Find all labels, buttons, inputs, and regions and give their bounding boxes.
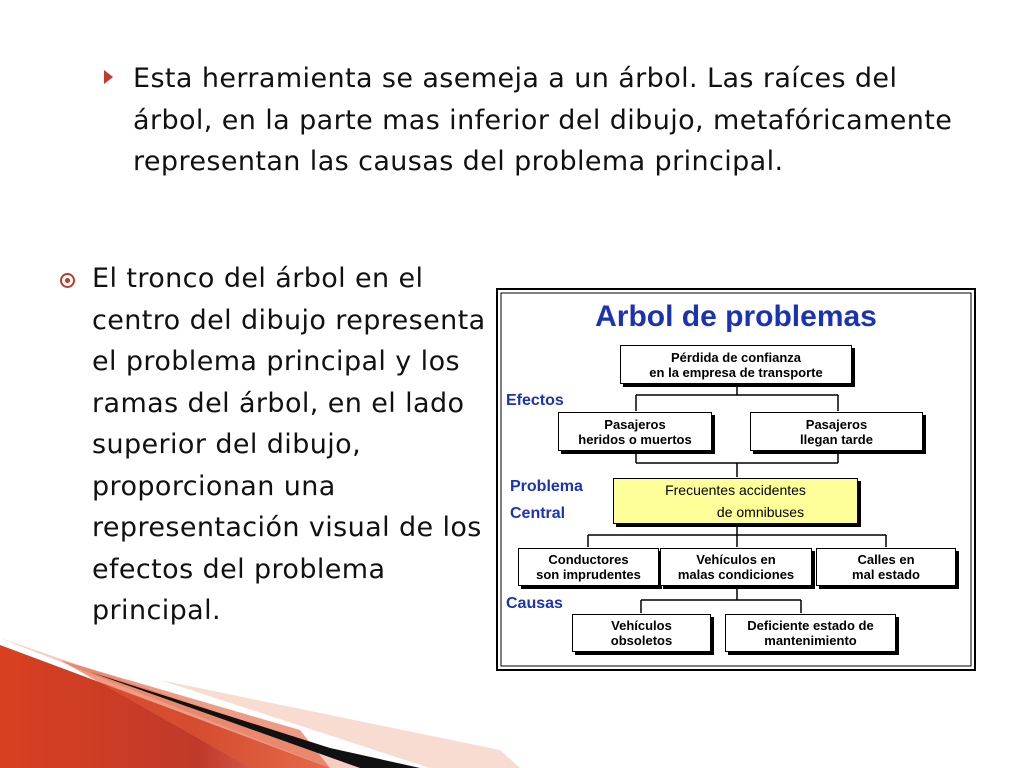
box-perdida-confianza: Pérdida de confianza en la empresa de transporte bbox=[620, 345, 852, 384]
decorative-swoosh bbox=[0, 600, 1024, 768]
box-problema-central: Frecuentes accidentes de omnibuses bbox=[613, 478, 858, 524]
label-causas: Causas bbox=[506, 595, 563, 612]
diagram-title: Arbol de problemas bbox=[595, 300, 877, 333]
paragraph-trunk: El tronco del árbol en el centro del dibujo representa el problema principal y los ramas del árbol, en el lado superior del dibujo, proporcionan una representación visual de los efectos del problema principal. bbox=[92, 263, 486, 626]
box-vehiculos-malas: Vehículos en malas condiciones bbox=[660, 548, 812, 586]
box-pasajeros-tarde: Pasajeros llegan tarde bbox=[750, 412, 923, 451]
bullet-arrow-icon bbox=[104, 70, 113, 84]
label-efectos: Efectos bbox=[506, 392, 564, 409]
paragraph-roots: Esta herramienta se asemeja a un árbol. Las raíces del árbol, en la parte mas inferior del dibujo, metafóricamente representan las causas del problema principal. bbox=[133, 63, 953, 177]
bullet-circle-icon bbox=[60, 273, 75, 288]
box-pasajeros-heridos: Pasajeros heridos o muertos bbox=[558, 412, 712, 451]
label-central: Central bbox=[510, 505, 566, 522]
label-problema: Problema bbox=[510, 478, 583, 495]
box-calles: Calles en mal estado bbox=[816, 548, 956, 586]
box-vehiculos-obsoletos: Vehículos obsoletos bbox=[572, 614, 711, 652]
box-deficiente-mantenimiento: Deficiente estado de mantenimiento bbox=[725, 614, 896, 652]
box-conductores: Conductores son imprudentes bbox=[518, 548, 659, 586]
